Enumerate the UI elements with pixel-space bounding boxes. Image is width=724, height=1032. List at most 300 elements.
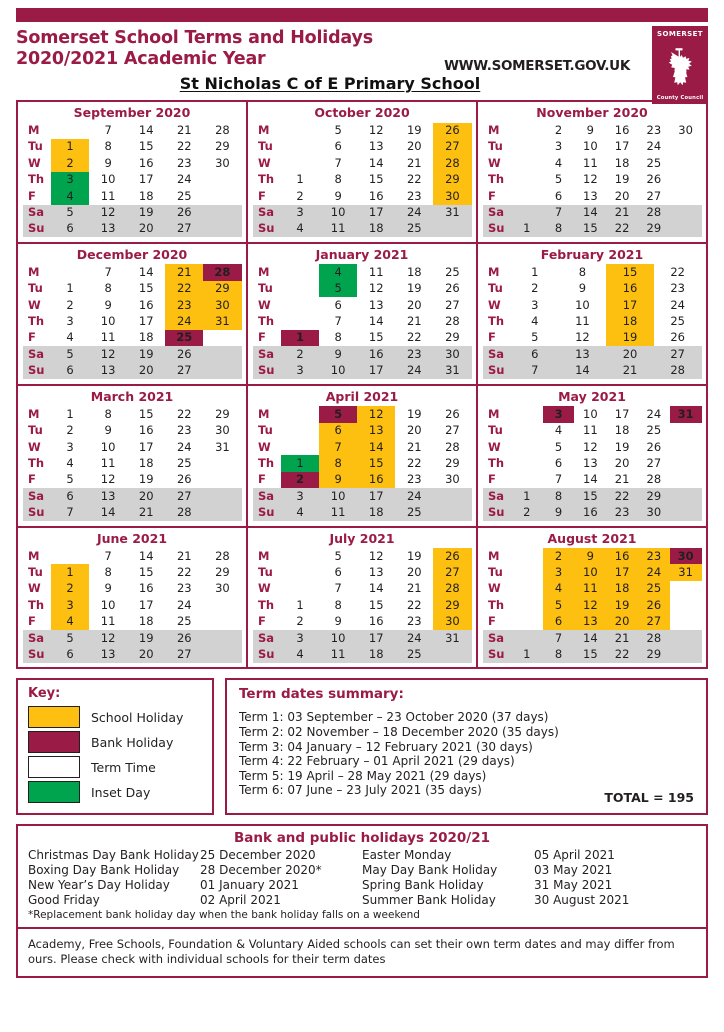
date-cell-weekend: 22 (606, 488, 638, 504)
date-cell-term-time: 10 (575, 297, 590, 312)
day-of-week-label: W (28, 439, 41, 454)
bank-holiday-row (28, 893, 362, 908)
week-day-row (23, 439, 242, 455)
day-of-week-label: Su (253, 221, 281, 237)
date-cell-weekend: 21 (127, 505, 165, 521)
week-day-row (253, 646, 472, 662)
website-url[interactable]: WWW.SOMERSET.GOV.UK (444, 58, 630, 74)
date-cell-weekend: 7 (543, 630, 575, 646)
date-cell-school-holiday: 3 (543, 564, 575, 580)
date-cell-term-time: 8 (578, 264, 587, 279)
week-day-row (483, 488, 702, 504)
bank-holiday-date: 01 January 2021 (200, 878, 299, 893)
date-cell-weekend: 14 (559, 363, 607, 379)
key-item (28, 706, 204, 728)
date-cell-term-time: 1 (296, 597, 304, 612)
date-cell-weekend: 18 (357, 221, 395, 237)
date-cell-weekend: 21 (606, 363, 654, 379)
date-cell-school-holiday: 27 (433, 139, 471, 155)
day-of-week-label: Sa (483, 630, 511, 646)
date-cell-term-time: 20 (406, 297, 422, 312)
month-day-table (22, 122, 242, 238)
week-day-row (253, 597, 472, 613)
date-cell-term-time: 25 (646, 423, 662, 438)
week-day-row (23, 488, 242, 504)
date-cell-term-time: 27 (445, 423, 460, 438)
date-cell-bank-holiday: 2 (281, 472, 319, 488)
date-cell-term-time: 30 (215, 581, 230, 596)
date-cell-term-time: 4 (66, 455, 74, 470)
date-cell-term-time: 23 (176, 581, 192, 596)
week-day-row (23, 505, 242, 521)
day-of-week-label: F (488, 330, 496, 345)
date-cell-empty (433, 505, 471, 521)
date-cell-weekend: 12 (89, 205, 127, 221)
date-cell-term-time: 25 (176, 188, 192, 203)
date-cell-term-time: 28 (445, 439, 460, 454)
date-cell-term-time: 3 (554, 139, 563, 154)
bank-holidays-left-column (28, 848, 362, 908)
week-day-row (483, 172, 702, 188)
date-cell-weekend: 3 (281, 205, 319, 221)
date-cell-weekend: 25 (395, 646, 433, 662)
key-item-label: Bank Holiday (91, 734, 174, 750)
summary-line: Term 6: 07 June – 23 July 2021 (35 days) (239, 783, 482, 798)
date-cell-weekend: 20 (127, 488, 165, 504)
date-cell-empty (670, 172, 702, 188)
week-day-row (483, 188, 702, 204)
week-day-row (483, 330, 702, 346)
date-cell-weekend: 6 (51, 646, 89, 662)
date-cell-term-time: 23 (176, 423, 192, 438)
date-cell-empty (670, 488, 702, 504)
key-swatch-bank-holiday (28, 731, 80, 753)
date-cell-school-holiday: 1 (51, 139, 89, 155)
date-cell-school-holiday: 18 (606, 314, 654, 330)
date-cell-weekend: 13 (89, 221, 127, 237)
key-item (28, 756, 204, 778)
date-cell-term-time: 11 (368, 264, 384, 279)
date-cell-empty (433, 221, 471, 237)
date-cell-term-time: 12 (575, 330, 590, 345)
date-cell-term-time: 6 (334, 564, 342, 579)
date-cell-weekend: 5 (51, 346, 89, 362)
bank-holiday-date: 05 April 2021 (534, 848, 615, 863)
date-cell-term-time: 4 (554, 155, 563, 170)
date-cell-term-time: 24 (176, 439, 192, 454)
day-of-week-label: M (28, 264, 40, 279)
date-cell-weekend: 17 (357, 363, 395, 379)
date-cell-weekend: 26 (165, 205, 203, 221)
bank-holiday-date: 30 August 2021 (534, 893, 630, 908)
date-cell-weekend: 30 (433, 346, 471, 362)
date-cell-empty (281, 281, 319, 297)
date-cell-weekend: 15 (574, 221, 606, 237)
month-day-table (22, 406, 242, 522)
date-cell-weekend: 8 (543, 488, 575, 504)
date-cell-term-time: 27 (445, 297, 460, 312)
month-block (478, 244, 708, 386)
date-cell-empty (203, 455, 241, 471)
date-cell-term-time: 6 (554, 455, 563, 470)
date-cell-term-time: 15 (138, 406, 154, 421)
bank-holiday-row (28, 878, 362, 893)
date-cell-weekend: 13 (559, 346, 607, 362)
day-of-week-label: M (258, 123, 270, 137)
day-of-week-label: M (488, 406, 500, 421)
date-cell-weekend: 7 (51, 505, 89, 521)
date-cell-term-time: 8 (104, 564, 112, 579)
date-cell-term-time: 5 (66, 472, 74, 487)
day-of-week-label: M (28, 548, 40, 563)
date-cell-term-time: 20 (614, 455, 630, 470)
date-cell-weekend: 27 (165, 646, 203, 662)
date-cell-bank-holiday: 25 (165, 330, 203, 346)
date-cell-term-time: 14 (368, 581, 384, 596)
date-cell-term-time: 12 (583, 172, 598, 187)
date-cell-term-time: 11 (100, 614, 116, 629)
date-cell-term-time: 9 (334, 188, 342, 203)
key-box (16, 678, 214, 815)
month-title: August 2021 (547, 530, 637, 546)
date-cell-school-holiday: 23 (165, 297, 203, 313)
date-cell-weekend: 10 (319, 630, 357, 646)
date-cell-school-holiday: 29 (433, 172, 471, 188)
day-of-week-label: F (258, 614, 266, 629)
date-cell-term-time: 9 (104, 423, 112, 438)
month-block (18, 244, 248, 386)
date-cell-school-holiday: 9 (574, 548, 606, 564)
date-cell-weekend: 1 (511, 221, 543, 237)
week-day-row (483, 597, 702, 613)
date-cell-term-time: 11 (583, 423, 598, 438)
date-cell-weekend: 5 (51, 630, 89, 646)
date-cell-weekend: 25 (395, 505, 433, 521)
week-day-row (23, 564, 242, 580)
date-cell-empty (511, 423, 543, 439)
day-of-week-label: Th (28, 314, 45, 329)
week-day-row (483, 406, 702, 422)
week-day-row (23, 423, 242, 439)
date-cell-school-holiday: 31 (670, 564, 702, 580)
date-cell-inset-day: 4 (319, 264, 357, 280)
date-cell-school-holiday: 4 (543, 581, 575, 597)
date-cell-empty (203, 597, 241, 613)
day-of-week-label: Th (258, 597, 275, 612)
date-cell-empty (670, 221, 702, 237)
page-header (16, 22, 708, 100)
date-cell-term-time: 5 (554, 172, 563, 187)
date-cell-term-time: 10 (100, 314, 116, 329)
week-day-row (483, 548, 702, 564)
week-day-row (23, 472, 242, 488)
date-cell-empty (670, 188, 702, 204)
date-cell-term-time: 15 (368, 172, 384, 187)
day-of-week-label: Sa (23, 346, 51, 362)
date-cell-weekend: 10 (319, 488, 357, 504)
month-block (18, 528, 248, 670)
day-of-week-label: F (28, 472, 36, 487)
date-cell-empty (433, 488, 471, 504)
date-cell-empty (203, 488, 241, 504)
week-day-row (23, 123, 242, 139)
date-cell-weekend: 24 (395, 205, 433, 221)
date-cell-empty (670, 630, 702, 646)
date-cell-term-time: 9 (578, 281, 587, 296)
day-of-week-label: Tu (258, 281, 273, 296)
date-cell-empty (281, 139, 319, 155)
key-title: Key: (28, 686, 61, 702)
date-cell-school-holiday: 11 (574, 581, 606, 597)
bank-holiday-name: Easter Monday (362, 848, 452, 863)
month-day-table (252, 548, 472, 664)
week-day-row (253, 314, 472, 330)
week-day-row (253, 330, 472, 346)
date-cell-weekend: 21 (606, 205, 638, 221)
week-day-row (23, 281, 242, 297)
date-cell-school-holiday: 5 (543, 597, 575, 613)
date-cell-term-time: 18 (138, 455, 154, 470)
date-cell-term-time: 29 (215, 139, 230, 154)
date-cell-term-time: 19 (614, 172, 630, 187)
date-cell-empty (51, 123, 89, 139)
date-cell-school-holiday: 12 (574, 597, 606, 613)
date-cell-weekend: 23 (606, 505, 638, 521)
date-cell-school-holiday: 7 (319, 439, 357, 455)
date-cell-term-time: 30 (215, 155, 230, 170)
week-day-row (23, 614, 242, 630)
date-cell-term-time: 11 (100, 188, 116, 203)
day-of-week-label: F (28, 614, 36, 629)
date-cell-school-holiday: 31 (203, 314, 241, 330)
date-cell-term-time: 9 (104, 297, 112, 312)
key-item (28, 781, 204, 803)
date-cell-term-time: 8 (334, 330, 342, 345)
date-cell-empty (511, 614, 543, 630)
date-cell-weekend: 31 (433, 205, 471, 221)
date-cell-school-holiday: 2 (543, 548, 575, 564)
week-day-row (253, 155, 472, 171)
day-of-week-label: F (28, 188, 36, 203)
date-cell-weekend: 26 (165, 346, 203, 362)
bank-holiday-name: May Day Bank Holiday (362, 863, 498, 878)
date-cell-term-time: 16 (138, 155, 154, 170)
week-day-row (23, 597, 242, 613)
date-cell-weekend: 6 (51, 363, 89, 379)
date-cell-weekend: 22 (606, 646, 638, 662)
week-day-row (253, 205, 472, 221)
date-cell-weekend: 17 (357, 630, 395, 646)
day-of-week-label: Su (23, 505, 51, 521)
date-cell-term-time: 21 (406, 155, 422, 170)
day-of-week-label: Su (253, 646, 281, 662)
day-of-week-label: Th (258, 314, 275, 329)
date-cell-term-time: 5 (554, 439, 563, 454)
date-cell-term-time: 17 (138, 172, 154, 187)
date-cell-school-holiday: 20 (606, 614, 638, 630)
date-cell-term-time: 18 (138, 188, 154, 203)
date-cell-school-holiday: 18 (606, 581, 638, 597)
week-day-row (483, 581, 702, 597)
date-cell-term-time: 18 (406, 264, 422, 279)
date-cell-weekend: 14 (574, 205, 606, 221)
date-cell-term-time: 25 (445, 264, 460, 279)
day-of-week-label: M (28, 406, 40, 421)
date-cell-empty (281, 439, 319, 455)
week-day-row (253, 123, 472, 139)
week-day-row (23, 330, 242, 346)
bank-holidays-box (16, 824, 708, 929)
date-cell-school-holiday: 8 (319, 455, 357, 471)
week-day-row (253, 346, 472, 362)
bank-holiday-date: 25 December 2020 (200, 848, 316, 863)
day-of-week-label: Tu (258, 139, 273, 154)
day-of-week-label: M (28, 123, 40, 137)
page-title: Somerset School Terms and Holidays (16, 28, 373, 48)
date-cell-term-time: 29 (445, 455, 460, 470)
date-cell-school-holiday: 16 (357, 472, 395, 488)
date-cell-empty (670, 423, 702, 439)
date-cell-term-time: 13 (368, 564, 384, 579)
month-title: December 2020 (76, 246, 188, 262)
week-day-row (23, 155, 242, 171)
month-day-table (482, 122, 702, 238)
key-item-label: School Holiday (91, 709, 184, 725)
day-of-week-label: F (488, 614, 496, 629)
day-of-week-label: Th (28, 172, 45, 187)
day-of-week-label: F (488, 472, 496, 487)
date-cell-school-holiday: 28 (433, 155, 471, 171)
week-day-row (23, 581, 242, 597)
day-of-week-label: Sa (253, 205, 281, 221)
date-cell-weekend: 28 (638, 205, 670, 221)
date-cell-weekend: 20 (127, 363, 165, 379)
week-day-row (483, 139, 702, 155)
day-of-week-label: Sa (23, 630, 51, 646)
date-cell-term-time: 24 (646, 139, 662, 154)
month-block (18, 102, 248, 244)
week-day-row (23, 346, 242, 362)
week-day-row (23, 455, 242, 471)
day-of-week-label: F (258, 188, 266, 203)
date-cell-term-time: 10 (100, 172, 116, 187)
date-cell-school-holiday: 30 (203, 297, 241, 313)
date-cell-term-time: 5 (334, 548, 342, 563)
month-block (18, 386, 248, 528)
summary-line: Term 2: 02 November – 18 December 2020 (35 days) (239, 724, 559, 739)
date-cell-term-time: 1 (66, 406, 74, 421)
date-cell-empty (511, 564, 543, 580)
date-cell-weekend: 5 (51, 205, 89, 221)
date-cell-weekend: 13 (89, 646, 127, 662)
bank-holiday-row (362, 863, 696, 878)
date-cell-school-holiday: 4 (51, 614, 89, 630)
key-swatch-inset-day (28, 781, 80, 803)
month-title: February 2021 (540, 246, 644, 262)
date-cell-weekend: 14 (89, 505, 127, 521)
date-cell-empty (281, 155, 319, 171)
date-cell-weekend: 21 (606, 630, 638, 646)
date-cell-school-holiday: 24 (638, 564, 670, 580)
date-cell-term-time: 26 (176, 472, 192, 487)
summary-line-list (239, 710, 696, 798)
week-day-row (253, 406, 472, 422)
date-cell-weekend: 27 (165, 488, 203, 504)
bank-holidays-footnote: *Replacement bank holiday day when the bank holiday falls on a weekend (28, 909, 420, 922)
date-cell-term-time: 6 (334, 139, 342, 154)
date-cell-term-time: 16 (138, 297, 154, 312)
date-cell-term-time: 1 (296, 172, 304, 187)
bank-holiday-row (362, 878, 696, 893)
date-cell-term-time: 28 (445, 314, 460, 329)
date-cell-term-time: 22 (406, 597, 422, 612)
date-cell-school-holiday: 24 (165, 314, 203, 330)
date-cell-term-time: 19 (406, 548, 422, 563)
page-subtitle: 2020/2021 Academic Year (16, 49, 266, 69)
month-day-table (482, 548, 702, 664)
date-cell-weekend: 28 (654, 363, 702, 379)
date-cell-term-time: 14 (138, 548, 154, 563)
date-cell-bank-holiday: 31 (670, 406, 702, 422)
bank-holiday-date: 02 April 2021 (200, 893, 281, 908)
date-cell-school-holiday: 15 (357, 455, 395, 471)
summary-line: Term 5: 19 April – 28 May 2021 (29 days) (239, 768, 487, 783)
date-cell-school-holiday: 15 (606, 264, 654, 280)
date-cell-term-time: 7 (554, 472, 563, 487)
week-day-row (253, 488, 472, 504)
date-cell-empty (203, 614, 241, 630)
date-cell-empty (203, 221, 241, 237)
date-cell-school-holiday: 9 (319, 472, 357, 488)
date-cell-term-time: 18 (138, 330, 154, 345)
date-cell-empty (281, 548, 319, 564)
date-cell-term-time: 19 (406, 406, 422, 421)
date-cell-term-time: 16 (368, 614, 384, 629)
date-cell-term-time: 2 (531, 281, 539, 296)
date-cell-term-time: 16 (138, 581, 154, 596)
date-cell-term-time: 12 (583, 439, 598, 454)
date-cell-term-time: 4 (66, 330, 74, 345)
month-block (478, 528, 708, 670)
date-cell-weekend: 24 (395, 488, 433, 504)
day-of-week-label: Th (258, 172, 275, 187)
week-day-row (253, 281, 472, 297)
date-cell-school-holiday: 30 (433, 614, 471, 630)
month-title: November 2020 (536, 105, 648, 120)
date-cell-term-time: 13 (583, 455, 598, 470)
date-cell-term-time: 22 (406, 172, 422, 187)
day-of-week-label: Tu (488, 564, 503, 579)
day-of-week-label: Tu (488, 281, 503, 296)
date-cell-term-time: 10 (100, 439, 116, 454)
date-cell-school-holiday: 26 (433, 123, 471, 139)
date-cell-weekend: 24 (395, 363, 433, 379)
day-of-week-label: Th (488, 172, 505, 187)
date-cell-term-time: 2 (296, 614, 304, 629)
week-day-row (23, 297, 242, 313)
day-of-week-label: M (258, 406, 270, 421)
date-cell-weekend: 18 (357, 505, 395, 521)
month-day-table (482, 264, 702, 380)
date-cell-term-time: 7 (104, 548, 112, 563)
bank-holiday-name: Summer Bank Holiday (362, 893, 496, 908)
week-day-row (253, 614, 472, 630)
date-cell-term-time: 26 (445, 281, 460, 296)
date-cell-weekend: 20 (606, 346, 654, 362)
date-cell-empty (281, 314, 319, 330)
week-day-row (253, 221, 472, 237)
day-of-week-label: Su (483, 505, 511, 521)
